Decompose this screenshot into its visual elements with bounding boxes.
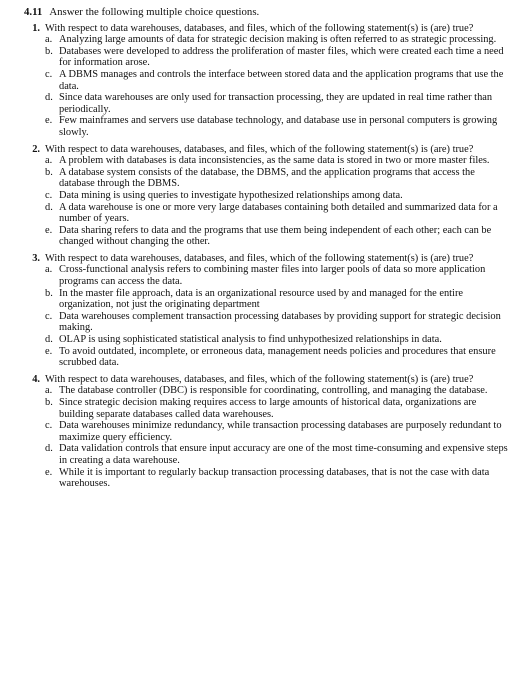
- option-letter: b.: [45, 287, 53, 299]
- answer-option[interactable]: [45, 346, 512, 369]
- question-body: [45, 374, 512, 490]
- exercise-instruction: Answer the following multiple choice questions.: [49, 6, 260, 18]
- answer-option[interactable]: [45, 190, 512, 202]
- option-text: Data warehouses minimize redundancy, while transaction processing databases are purposely redundant to maximize query efficiency.: [59, 420, 502, 443]
- option-letter: e.: [45, 224, 53, 236]
- question-stem: With respect to data warehouses, databases, and files, which of the following statement(s) is (are) true?: [45, 22, 474, 34]
- question-body: [45, 23, 512, 139]
- option-letter: b.: [45, 397, 53, 408]
- option-letter: c.: [45, 189, 53, 201]
- answer-option[interactable]: [45, 334, 512, 346]
- option-text: A data warehouse is one or more very large databases containing both detailed and summarized data for a number of years.: [59, 201, 498, 225]
- option-text: Data warehouses complement transaction processing databases by providing support for strategic decision making.: [59, 310, 501, 334]
- question: [24, 144, 512, 248]
- option-letter: d.: [45, 443, 53, 455]
- option-letter: b.: [45, 45, 53, 57]
- option-text: Analyzing large amounts of data for strategic decision making is often referred to as strategic processing.: [59, 34, 497, 46]
- answer-option[interactable]: [45, 397, 512, 420]
- option-letter: d.: [45, 334, 53, 346]
- answer-option[interactable]: [45, 420, 512, 443]
- option-text: Few mainframes and servers use database technology, and database use in personal computers is growing slowly.: [59, 115, 498, 138]
- option-letter: a.: [45, 264, 53, 276]
- option-letter: a.: [45, 385, 53, 397]
- option-text: While it is important to regularly backup transaction processing databases, that is not the case with data warehouses.: [59, 466, 490, 490]
- question-body: [45, 144, 512, 248]
- answer-option[interactable]: [45, 264, 512, 287]
- question-stem: With respect to data warehouses, databases, and files, which of the following statement(s) is (are) true?: [45, 143, 474, 155]
- option-letter: a.: [45, 34, 53, 46]
- question-list: [24, 23, 512, 490]
- question: [24, 374, 512, 490]
- question-number: 4.: [32, 373, 40, 385]
- answer-option[interactable]: [45, 115, 512, 138]
- answer-option[interactable]: [45, 311, 512, 334]
- answer-option[interactable]: [45, 225, 512, 248]
- option-text: Data validation controls that ensure input accuracy are one of the most time-consuming and expensive steps in creating a data warehouse.: [59, 443, 508, 466]
- option-letter: d.: [45, 92, 53, 104]
- option-letter: e.: [45, 115, 53, 127]
- option-text: A database system consists of the database, the DBMS, and the application programs that access the database through the DBMS.: [59, 166, 475, 190]
- question-body: [45, 253, 512, 369]
- exercise-number: 4.11: [24, 6, 43, 18]
- answer-option[interactable]: [45, 92, 512, 115]
- answer-option[interactable]: [45, 202, 512, 225]
- answer-option[interactable]: [45, 34, 512, 46]
- question-number: 1.: [32, 22, 40, 34]
- option-text: A DBMS manages and controls the interface between stored data and the application programs that use the data.: [59, 68, 504, 92]
- option-text: To avoid outdated, incomplete, or erroneous data, management needs policies and procedures that ensure scrubbed data.: [59, 345, 496, 369]
- option-text: Data mining is using queries to investigate hypothesized relationships among data.: [59, 189, 403, 201]
- question-number: 3.: [32, 252, 40, 264]
- option-text: Since data warehouses are only used for transaction processing, they are updated in real time rather than periodically.: [59, 92, 493, 115]
- option-letter: e.: [45, 466, 53, 478]
- option-text: Since strategic decision making requires access to large amounts of historical data, organizations are building separate databases called data warehouses.: [59, 397, 477, 420]
- option-letter: c.: [45, 310, 53, 322]
- option-text: Data sharing refers to data and the programs that use them being independent of each other; each can be changed without changing the other.: [59, 224, 492, 248]
- option-text: Cross-functional analysis refers to combining master files into larger pools of data so more application programs can access the data.: [59, 264, 486, 288]
- option-text: A problem with databases is data inconsistencies, as the same data is stored in two or more master files.: [59, 155, 490, 167]
- option-letter: c.: [45, 68, 53, 80]
- exercise-header: [24, 7, 512, 19]
- option-letter: b.: [45, 166, 53, 178]
- option-text: OLAP is using sophisticated statistical analysis to find unhypothesized relationships in data.: [59, 334, 442, 346]
- question-stem: With respect to data warehouses, databases, and files, which of the following statement(s) is (are) true?: [45, 373, 474, 385]
- option-text: Databases were developed to address the proliferation of master files, which were created each time a need for information arose.: [59, 45, 504, 69]
- answer-option[interactable]: [45, 385, 512, 397]
- question: [24, 23, 512, 139]
- answer-option[interactable]: [45, 467, 512, 490]
- answer-option[interactable]: [45, 46, 512, 69]
- option-letter: a.: [45, 155, 53, 167]
- answer-option[interactable]: [45, 155, 512, 167]
- option-letter: c.: [45, 420, 53, 432]
- answer-option[interactable]: [45, 69, 512, 92]
- answer-option[interactable]: [45, 443, 512, 466]
- answer-option[interactable]: [45, 167, 512, 190]
- question-number: 2.: [32, 143, 40, 155]
- option-text: In the master file approach, data is an organizational resource used by and managed for the entire organization, not just the originating department: [59, 287, 464, 311]
- option-letter: d.: [45, 201, 53, 213]
- option-letter: e.: [45, 345, 53, 357]
- question-stem: With respect to data warehouses, databases, and files, which of the following statement(s) is (are) true?: [45, 252, 474, 264]
- option-text: The database controller (DBC) is responsible for coordinating, controlling, and managing the database.: [59, 385, 488, 397]
- answer-option[interactable]: [45, 288, 512, 311]
- question: [24, 253, 512, 369]
